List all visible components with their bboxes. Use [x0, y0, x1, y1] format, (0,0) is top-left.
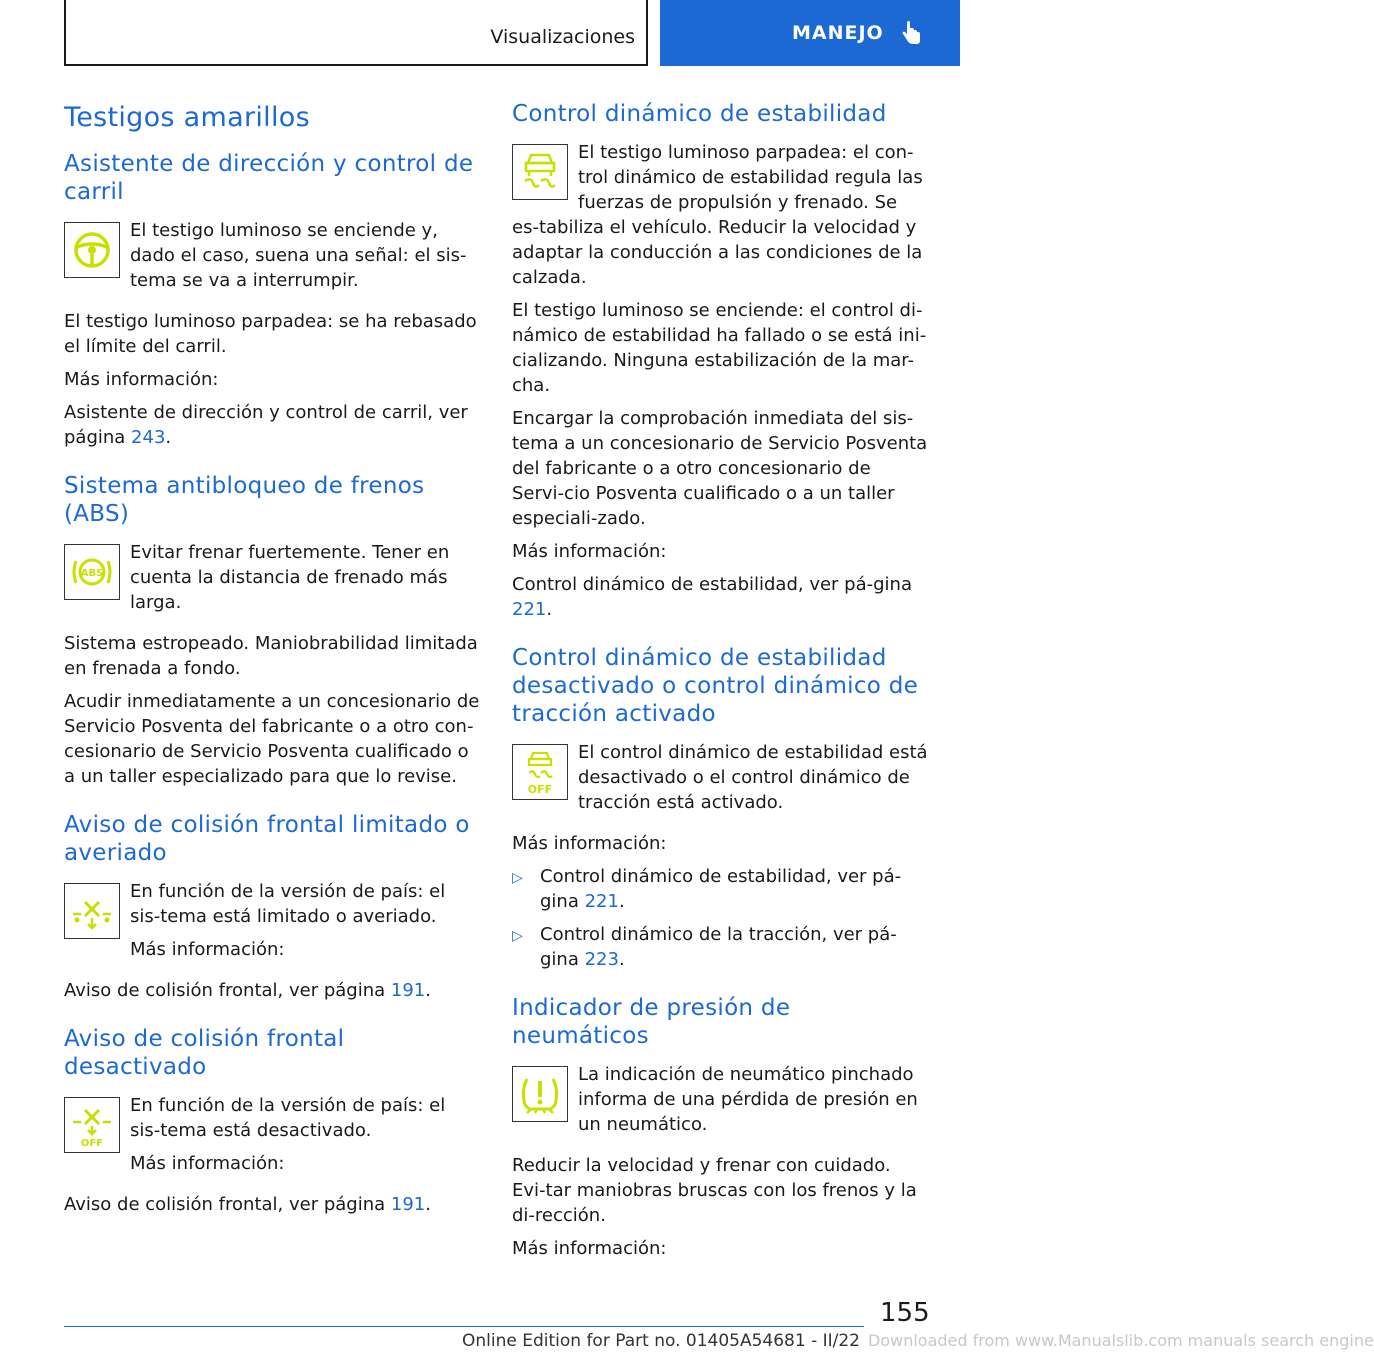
icon-text: En función de la versión de país: el sis-tema está desactivado. [130, 1095, 446, 1142]
section-heading: Aviso de colisión frontal desactivado [64, 1026, 345, 1081]
section-heading: Aviso de colisión frontal limitado o averiado [64, 812, 470, 867]
section-collision-warning-limited [64, 811, 480, 1003]
icon-text: En función de la versión de país: el sis-tema está limitado o averiado. [130, 881, 446, 928]
page-number: 155 [880, 1298, 930, 1328]
footer-edition: Online Edition for Part no. 01405A54681 - II/22 [461, 1331, 860, 1351]
reference-list [512, 864, 928, 972]
reference-end: . [618, 949, 625, 970]
icon-paragraph [512, 740, 928, 823]
page-link[interactable]: 191 [390, 1194, 426, 1216]
page-link[interactable]: 243 [131, 427, 166, 449]
left-column [64, 96, 480, 1239]
collision-warning-off-icon [64, 1097, 120, 1153]
tire-pressure-icon [512, 1066, 568, 1122]
icon-text: Evitar frenar fuertemente. Tener en cuenta la distancia de frenado más larga. [130, 542, 450, 614]
section-heading: Indicador de presión de neumáticos [512, 995, 791, 1049]
reference-end: . [546, 599, 553, 620]
reference-end: . [425, 1194, 431, 1216]
steering-wheel-icon [64, 222, 120, 278]
abs-icon [64, 544, 120, 600]
paragraph: El testigo luminoso parpadea: se ha rebasado el límite del carril. [64, 311, 477, 358]
header-rule [64, 64, 648, 66]
header-chapter-tab[interactable] [660, 0, 960, 66]
reference-text: Control dinámico de estabilidad, ver pá-gina [512, 574, 912, 595]
reference-text: Asistente de dirección y control de carril, ver página [64, 402, 468, 449]
cross-reference [64, 1192, 480, 1217]
icon-text: Más información: [130, 939, 285, 961]
section-stability-control [512, 100, 928, 622]
section-stability-control-off [512, 644, 928, 972]
section-heading: Asistente de dirección y control de carril [64, 151, 474, 206]
cross-reference [512, 572, 928, 622]
icon-paragraph [64, 218, 480, 301]
icon-text: Más información: [130, 1153, 285, 1175]
icon-paragraph [512, 1062, 928, 1145]
arrow-bullet-icon: ▷ [512, 870, 523, 886]
paragraph: Más información: [512, 833, 667, 854]
reference-text: Control dinámico de la tracción, ver pá-gina [540, 924, 897, 970]
pointing-hand-icon [898, 20, 924, 46]
cross-reference [64, 400, 480, 450]
paragraph: Más información: [512, 541, 667, 562]
section-tire-pressure [512, 994, 928, 1261]
stability-control-off-icon [512, 744, 568, 800]
page-title: Testigos amarillos [64, 102, 310, 133]
right-column [512, 96, 928, 1283]
paragraph: Acudir inmediatamente a un concesionario de Servicio Posventa del fabricante o a otro con-cesionario de Servicio Posventa cualificado o a un taller especializado para que lo revise. [64, 691, 480, 788]
header-section-title: Visualizaciones [490, 26, 635, 48]
header-left-border [64, 0, 66, 65]
paragraph: Más información: [512, 1238, 667, 1259]
header-right-border [646, 0, 648, 65]
page-link[interactable]: 221 [512, 599, 547, 620]
icon-text: El testigo luminoso parpadea: el con-trol dinámico de estabilidad regula las fuerzas de propulsión y frenado. Se es-tabiliza el vehículo. Reducir la velocidad y adaptar la conducción a las condiciones de la calzada. [512, 142, 923, 288]
off-icon-label: OFF [80, 1138, 104, 1150]
page-link[interactable]: 221 [584, 891, 619, 912]
arrow-bullet-icon: ▷ [512, 928, 523, 944]
paragraph: Sistema estropeado. Maniobrabilidad limitada en frenada a fondo. [64, 633, 478, 680]
reference-text: Aviso de colisión frontal, ver página [64, 1194, 391, 1216]
icon-paragraph [64, 879, 480, 970]
footer-rule [64, 1326, 864, 1327]
cross-reference [64, 978, 480, 1003]
stability-control-icon [512, 144, 568, 200]
reference-text: Control dinámico de estabilidad, ver pá-gina [540, 866, 902, 912]
icon-paragraph [64, 540, 480, 623]
abs-icon-label: ABS [80, 568, 104, 580]
reference-end: . [618, 891, 625, 912]
collision-warning-icon [64, 883, 120, 939]
icon-text: El testigo luminoso se enciende y, dado el caso, suena una señal: el sis-tema se va a interrumpir. [130, 220, 467, 292]
paragraph: El testigo luminoso se enciende: el control di-námico de estabilidad ha fallado o se está ini-cializando. Ninguna estabilización de la mar-cha. [512, 300, 927, 396]
list-item [512, 864, 928, 914]
list-item [512, 922, 928, 972]
section-abs [64, 472, 480, 789]
section-heading: Control dinámico de estabilidad [512, 101, 887, 127]
float-paragraph [512, 140, 928, 290]
page-link[interactable]: 191 [390, 980, 426, 1002]
section-collision-warning-off [64, 1025, 480, 1217]
section-steering-assistant [64, 150, 480, 450]
paragraph: Reducir la velocidad y frenar con cuidado. Evi-tar maniobras bruscas con los frenos y la di-rección. [512, 1155, 917, 1226]
page-link[interactable]: 223 [584, 949, 619, 970]
reference-end: . [425, 980, 431, 1002]
icon-paragraph [64, 1093, 480, 1184]
footer-watermark[interactable]: Downloaded from www.Manualslib.com manuals search engine [868, 1331, 1374, 1350]
icon-text: El control dinámico de estabilidad está desactivado o el control dinámico de tracción está activado. [578, 742, 928, 813]
reference-text: Aviso de colisión frontal, ver página [64, 980, 391, 1002]
section-heading: Control dinámico de estabilidad desactivado o control dinámico de tracción activado [512, 645, 919, 727]
off-icon-label: OFF [527, 783, 553, 796]
section-heading: Sistema antibloqueo de frenos (ABS) [64, 473, 425, 528]
reference-end: . [165, 427, 172, 449]
header-chapter-label: MANEJO [792, 22, 884, 44]
paragraph: Encargar la comprobación inmediata del sis-tema a un concesionario de Servicio Posventa del fabricante o a otro concesionario de Servi-cio Posventa cualificado o a un taller especiali-zado. [512, 408, 928, 529]
paragraph: Más información: [64, 369, 219, 391]
icon-text: La indicación de neumático pinchado informa de una pérdida de presión en un neumático. [578, 1064, 918, 1135]
